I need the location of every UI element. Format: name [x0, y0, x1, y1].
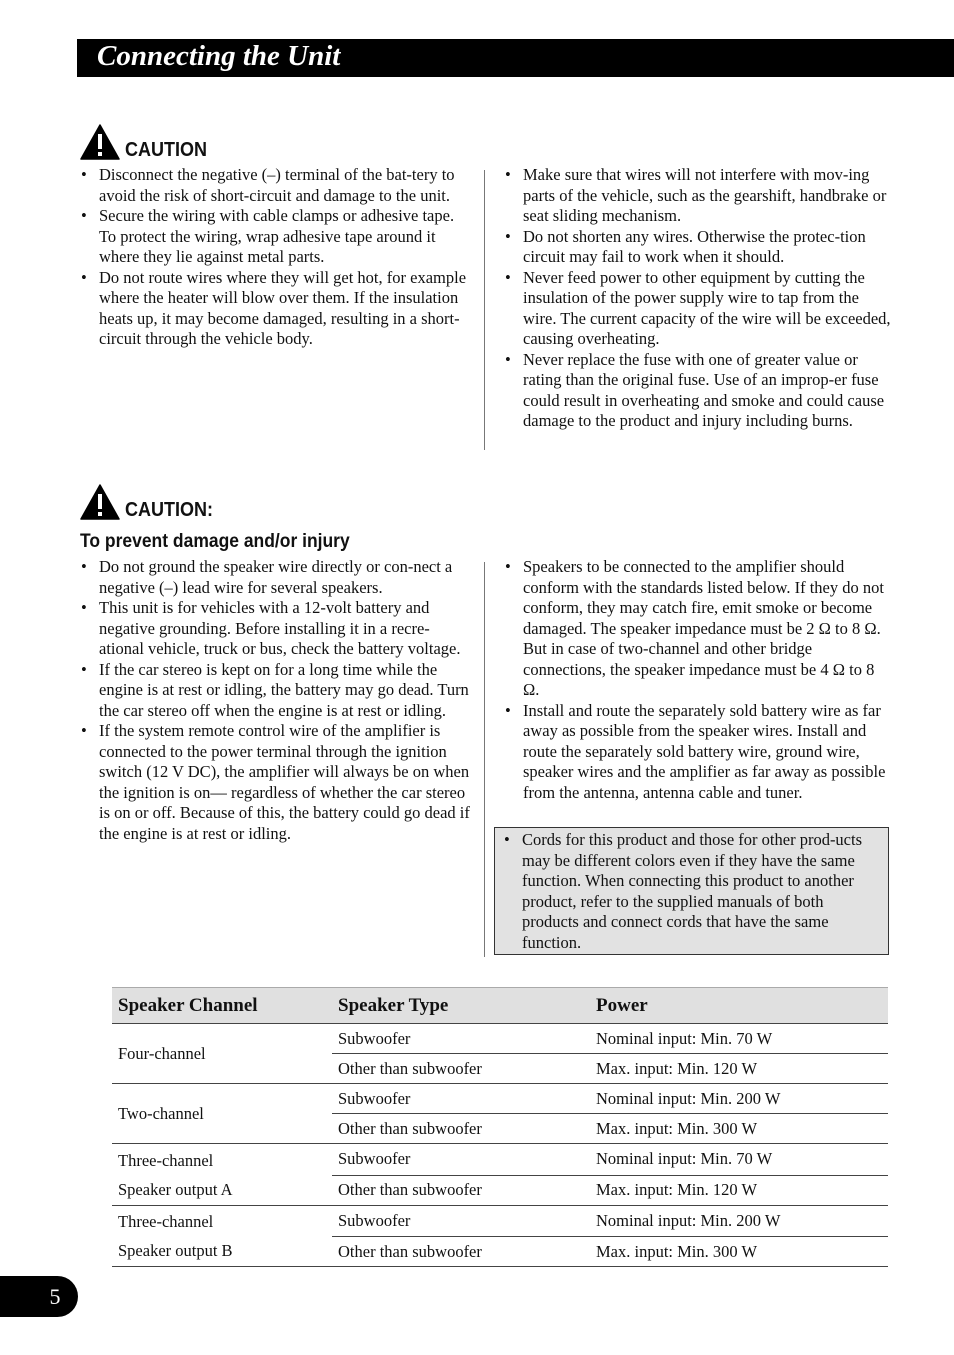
table-header-row [112, 988, 888, 1024]
list-item: • Speakers to be connected to the amplifier should conform with the standards listed below. If they do not conform, they may catch fire, emit smoke or become damaged. The speaker impedance must be 2 Ω to 8 Ω. But in case of two-channel and other bridge connections, the speaker impedance must be 4 Ω to 8 Ω. [504, 557, 892, 701]
type-cell: Other than subwoofer [332, 1237, 590, 1267]
caution-heading [80, 124, 216, 160]
caution-heading [80, 484, 223, 520]
list-item: • If the system remote control wire of the amplifier is connected to the power terminal through the ignition switch (12 V DC), the amplifier will always be on when the ignition is on— regardless of whether the car stereo is on or off. Because of this, the battery could go dead if the engine is at rest or idling. [80, 721, 470, 844]
type-cell: Subwoofer [332, 1084, 590, 1114]
caution-label: CAUTION: [125, 499, 213, 521]
table-row [112, 1237, 888, 1267]
table-row [112, 1024, 888, 1054]
list-item: • Make sure that wires will not interfere with mov-ing parts of the vehicle, such as the gearshift, handbrake or seat sliding mechanism. [504, 165, 892, 227]
channel-cell: Three-channel [118, 1150, 214, 1170]
list-item: • This unit is for vehicles with a 12-volt battery and negative grounding. Before installing it in a recre-ational vehicle, truck or bus, check the battery voltage. [80, 598, 470, 660]
channel-cell: Four-channel [112, 1024, 332, 1084]
list-item: • Do not route wires where they will get hot, for example where the heater will blow over them. If the insulation heats up, it may become damaged, resulting in a short-circuit through the vehicle body. [80, 268, 470, 350]
speaker-spec-table [112, 987, 888, 1267]
list-item: • Secure the wiring with cable clamps or adhesive tape. To protect the wiring, wrap adhesive tape around it where they lie against metal parts. [80, 206, 470, 268]
list-item: • Never replace the fuse with one of greater value or rating than the original fuse. Use of an improp-er fuse could result in overheating and smoke and could cause damage to the product and injury including burns. [504, 350, 892, 432]
list-item: • Do not shorten any wires. Otherwise the protec-tion circuit may fail to work when it should. [504, 227, 892, 268]
note-text: • Cords for this product and those for other prod-ucts may be different colors even if they have the same function. When connecting this product to another product, refer to the supplied manuals of both products and connect cords that have the same function. [503, 830, 882, 953]
prevent-left-list [80, 557, 470, 844]
type-cell: Other than subwoofer [332, 1175, 590, 1205]
power-cell: Max. input: Min. 300 W [590, 1237, 888, 1267]
list-item: • Install and route the separately sold battery wire as far away as possible from the speaker wires. Install and route the separately sold battery wire, ground wire, speaker wires and the amplifier as far away as possible from the antenna, antenna cable and tuner. [504, 701, 892, 804]
power-cell: Max. input: Min. 300 W [590, 1114, 888, 1144]
type-cell: Subwoofer [332, 1144, 590, 1176]
type-cell: Other than subwoofer [332, 1054, 590, 1084]
power-cell: Max. input: Min. 120 W [590, 1054, 888, 1084]
warning-triangle-icon [80, 124, 120, 160]
column-divider [484, 562, 485, 957]
power-cell: Nominal input: Min. 70 W [590, 1144, 888, 1176]
table-row [112, 1175, 888, 1205]
warning-triangle-icon [80, 484, 120, 520]
table-row [112, 1084, 888, 1114]
page-title: Connecting the Unit [97, 40, 341, 72]
note-box [494, 827, 889, 955]
type-cell: Subwoofer [332, 1024, 590, 1054]
page-header [77, 39, 954, 77]
channel-cell: Speaker output A [112, 1175, 332, 1205]
column-header: Power [590, 988, 888, 1024]
page-number: 5 [49, 1284, 61, 1309]
caution-left-list [80, 165, 470, 350]
section-subheading: To prevent damage and/or injury [80, 531, 350, 552]
power-cell: Max. input: Min. 120 W [590, 1175, 888, 1205]
column-header: Speaker Channel [112, 988, 332, 1024]
list-item: • If the car stereo is kept on for a long time while the engine is at rest or idling, the battery may go dead. Turn the car stereo off when the engine is at rest or idling. [80, 660, 470, 722]
power-cell: Nominal input: Min. 70 W [590, 1024, 888, 1054]
page-number-tab [0, 1276, 78, 1317]
channel-cell: Three-channel [118, 1212, 214, 1231]
list-item: • Do not ground the speaker wire directly or con-nect a negative (–) lead wire for several speakers. [80, 557, 470, 598]
table-row [112, 1144, 888, 1176]
type-cell: Other than subwoofer [332, 1114, 590, 1144]
list-item: • Disconnect the negative (–) terminal of the bat-tery to avoid the risk of short-circuit and damage to the unit. [80, 165, 470, 206]
column-divider [484, 170, 485, 450]
list-item: • Never feed power to other equipment by cutting the insulation of the power supply wire to tap from the wire. The current capacity of the wire will be exceeded, causing overheating. [504, 268, 892, 350]
channel-cell: Speaker output B [112, 1237, 332, 1267]
power-cell: Nominal input: Min. 200 W [590, 1084, 888, 1114]
power-cell: Nominal input: Min. 200 W [590, 1205, 888, 1237]
caution-right-list [504, 165, 892, 432]
table-row [112, 1205, 888, 1237]
type-cell: Subwoofer [332, 1205, 590, 1237]
prevent-right-list [504, 557, 892, 803]
caution-label: CAUTION [125, 139, 207, 161]
channel-cell: Two-channel [112, 1084, 332, 1144]
column-header: Speaker Type [332, 988, 590, 1024]
